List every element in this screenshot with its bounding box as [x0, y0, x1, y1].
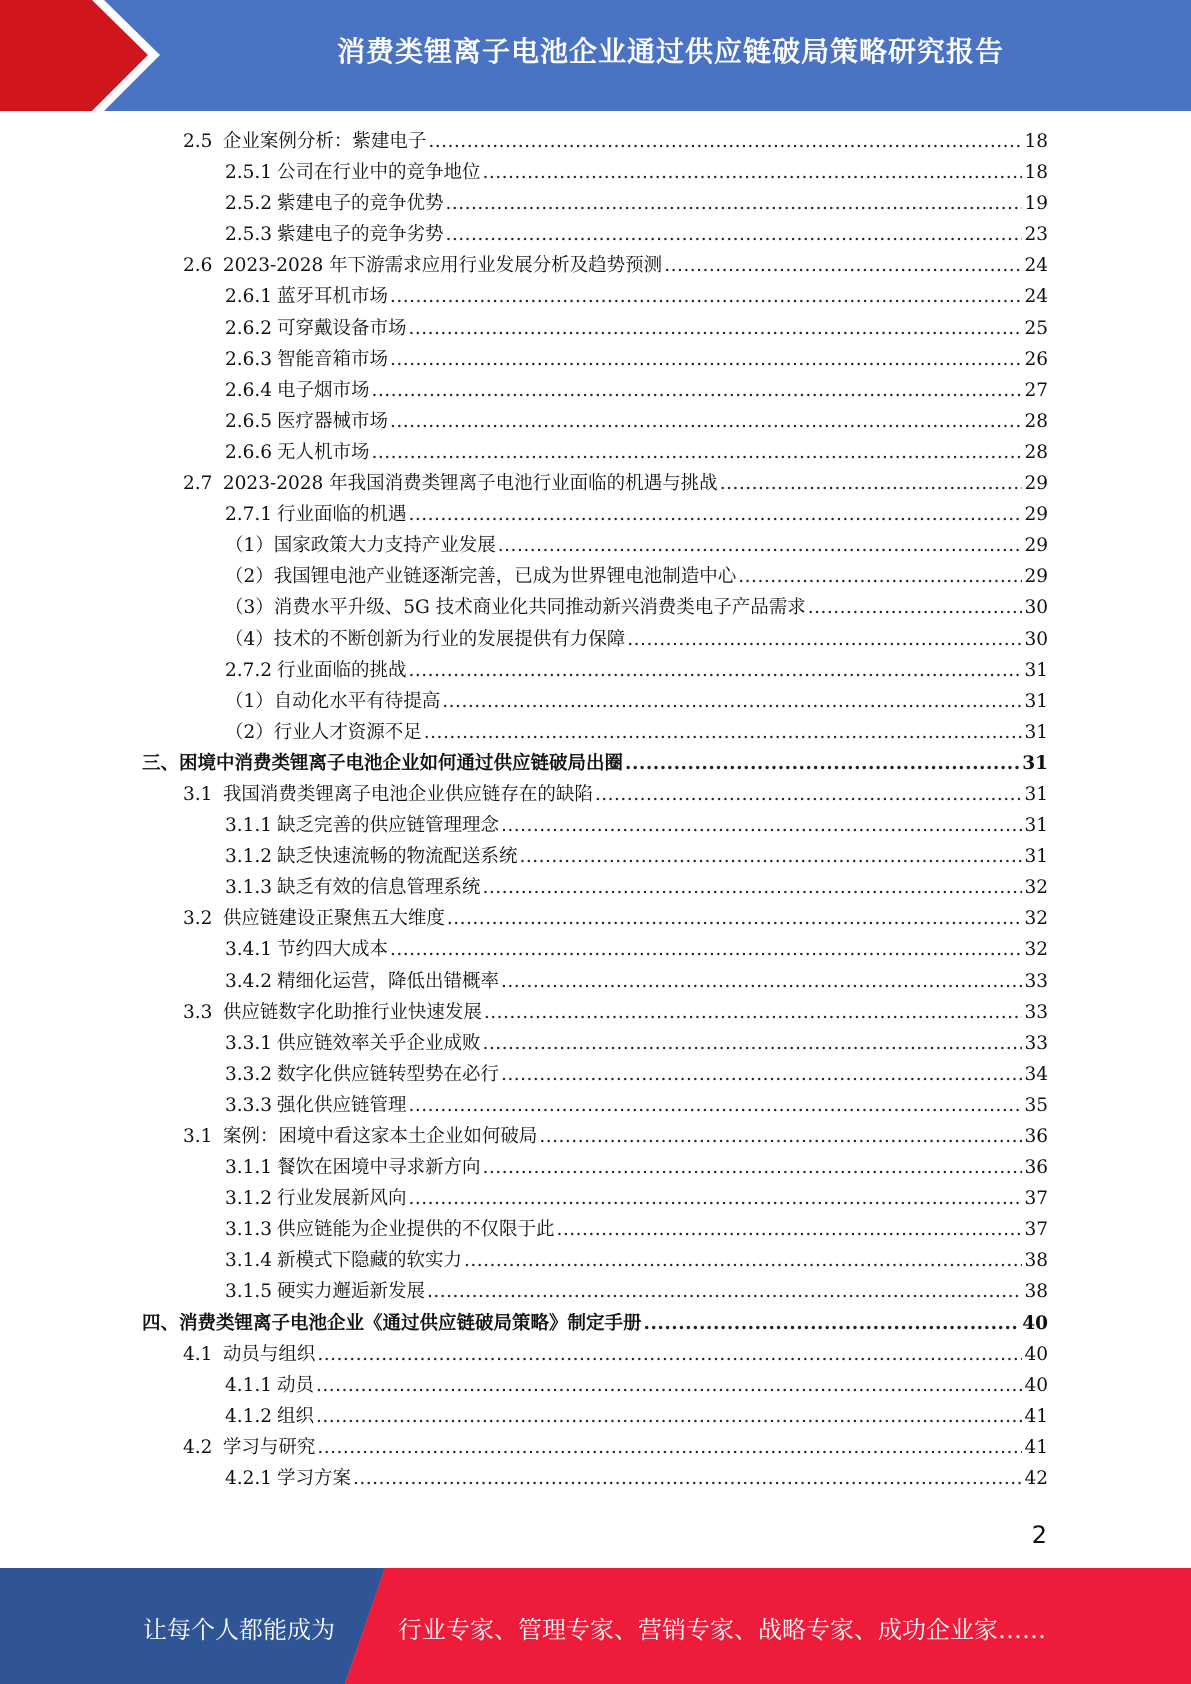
toc-entry-number: 2.5.3 — [225, 224, 273, 246]
toc-dot-leader — [409, 655, 1023, 686]
toc-dot-leader — [424, 717, 1023, 748]
toc-entry[interactable] — [225, 1245, 1048, 1276]
toc-dot-leader — [317, 1432, 1022, 1463]
toc-dot-leader — [498, 530, 1023, 561]
toc-entry[interactable] — [225, 841, 1048, 872]
toc-entry-title: 紫建电子的竞争劣势 — [277, 224, 444, 246]
toc-entry-page: 40 — [1022, 1312, 1048, 1334]
toc-entry-page: 41 — [1024, 1436, 1048, 1458]
toc-entry[interactable] — [225, 530, 1048, 561]
toc-entry-page: 41 — [1024, 1405, 1048, 1427]
toc-entry-page: 32 — [1024, 908, 1048, 930]
toc-entry-title: 学习方案 — [277, 1468, 352, 1490]
toc-entry-number: 3.1.4 — [225, 1250, 273, 1272]
toc-entry[interactable] — [183, 250, 1048, 281]
toc-entry-page: 29 — [1024, 535, 1048, 557]
toc-entry[interactable] — [225, 592, 1048, 623]
footer-banner — [0, 1568, 1191, 1684]
toc-dot-leader — [627, 624, 1022, 655]
toc-entry-page: 31 — [1024, 721, 1048, 743]
toc-entry-title: 供应链效率关乎企业成败 — [277, 1032, 481, 1054]
toc-entry[interactable] — [225, 810, 1048, 841]
toc-entry-number: 3.3.3 — [225, 1094, 273, 1116]
toc-dot-leader — [353, 1463, 1022, 1494]
table-of-contents — [0, 126, 1191, 1494]
toc-entry-title: 技术的不断创新为行业的发展提供有力保障 — [273, 628, 626, 650]
toc-entry-page: 40 — [1024, 1343, 1048, 1365]
toc-entry[interactable] — [183, 779, 1048, 810]
toc-dot-leader — [501, 966, 1022, 997]
toc-entry-number: 3.1.1 — [225, 1157, 273, 1179]
toc-entry-number: （4） — [225, 628, 274, 650]
toc-entry-page: 18 — [1024, 162, 1048, 184]
toc-entry-number: 4.1.2 — [225, 1405, 273, 1427]
toc-entry-title: 自动化水平有待提高 — [273, 690, 441, 712]
toc-entry-number: 3.1.2 — [225, 846, 273, 868]
toc-entry-number: 3.1.1 — [225, 815, 273, 837]
toc-entry-page: 26 — [1024, 348, 1048, 370]
toc-entry-number: 3.4.2 — [225, 970, 273, 992]
toc-entry-title: 组织 — [277, 1405, 315, 1427]
toc-dot-leader — [446, 188, 1023, 219]
toc-entry-page: 24 — [1024, 255, 1048, 277]
toc-entry[interactable] — [225, 1028, 1048, 1059]
toc-entry-title: 企业案例分析：紫建电子 — [222, 131, 427, 152]
toc-entry-page: 36 — [1024, 1126, 1048, 1147]
toc-entry[interactable] — [225, 717, 1048, 748]
toc-entry-page: 31 — [1022, 752, 1048, 774]
toc-entry-page: 28 — [1024, 410, 1048, 432]
toc-dot-leader — [390, 281, 1022, 312]
toc-dot-leader — [644, 1308, 1021, 1339]
chevron-red-shape — [0, 0, 148, 111]
toc-entry-number: 3.1.5 — [225, 1281, 273, 1303]
toc-entry[interactable] — [225, 966, 1048, 997]
toc-entry-title: 供应链数字化助推行业快速发展 — [222, 1001, 482, 1023]
toc-entry[interactable] — [183, 1339, 1048, 1370]
toc-entry-title: 数字化供应链转型势在必行 — [277, 1063, 500, 1085]
toc-entry-page: 30 — [1024, 597, 1048, 619]
toc-entry-page: 31 — [1024, 815, 1048, 837]
toc-entry-page: 35 — [1024, 1094, 1048, 1116]
toc-entry-number: 2.5.2 — [225, 193, 273, 215]
toc-entry-page: 32 — [1024, 939, 1048, 961]
toc-dot-leader — [483, 872, 1023, 903]
toc-entry-page: 31 — [1024, 690, 1048, 712]
toc-entry-page: 28 — [1024, 441, 1048, 463]
toc-entry-page: 29 — [1024, 473, 1048, 495]
toc-dot-leader — [427, 1276, 1022, 1307]
toc-entry[interactable] — [225, 686, 1048, 717]
toc-dot-leader — [409, 1090, 1023, 1121]
toc-entry[interactable] — [225, 1370, 1048, 1401]
toc-entry[interactable] — [225, 561, 1048, 592]
toc-entry-page: 30 — [1024, 628, 1048, 650]
toc-dot-leader — [442, 686, 1022, 717]
toc-entry-number: （1） — [225, 690, 274, 712]
toc-entry[interactable] — [142, 748, 1048, 779]
toc-dot-leader — [409, 1183, 1023, 1214]
toc-entry-page: 31 — [1024, 659, 1048, 681]
toc-entry-title: 我国锂电池产业链逐渐完善，已成为世界锂电池制造中心 — [273, 566, 737, 588]
toc-entry[interactable] — [225, 344, 1048, 375]
toc-entry[interactable] — [225, 375, 1048, 406]
toc-entry-page: 33 — [1024, 1001, 1048, 1023]
toc-entry[interactable] — [225, 499, 1048, 530]
toc-dot-leader — [428, 126, 1022, 157]
toc-entry-title: 供应链建设正聚焦五大维度 — [222, 908, 445, 930]
toc-entry-title: 2023-2028 年下游需求应用行业发展分析及趋势预测 — [222, 255, 663, 277]
toc-entry-title: 电子烟市场 — [277, 379, 370, 401]
toc-entry-title: 精细化运营，降低出错概率 — [277, 970, 500, 992]
toc-entry-page: 38 — [1024, 1281, 1048, 1303]
toc-entry-title: 行业面临的挑战 — [277, 659, 407, 681]
toc-entry-number: 2.6.2 — [225, 317, 273, 339]
header-chevron-graphic — [0, 0, 160, 111]
toc-entry-number: 2.6.4 — [225, 379, 273, 401]
toc-entry[interactable] — [183, 1432, 1048, 1463]
toc-entry-title: 缺乏完善的供应链管理理念 — [277, 815, 500, 837]
toc-entry-page: 31 — [1024, 846, 1048, 868]
toc-entry-page: 42 — [1024, 1468, 1048, 1490]
toc-entry[interactable] — [225, 1214, 1048, 1245]
toc-entry-page: 36 — [1024, 1157, 1048, 1179]
toc-entry-page: 25 — [1024, 317, 1048, 339]
toc-entry-title: 智能音箱市场 — [277, 348, 389, 370]
toc-entry-page: 23 — [1024, 224, 1048, 246]
toc-entry-title: 消费水平升级、5G 技术商业化共同推动新兴消费类电子产品需求 — [273, 597, 806, 619]
toc-dot-leader — [409, 499, 1023, 530]
toc-entry-page: 40 — [1024, 1374, 1048, 1396]
toc-dot-leader — [625, 748, 1020, 779]
toc-entry-title: 行业人才资源不足 — [273, 721, 422, 743]
toc-entry-page: 37 — [1024, 1188, 1048, 1210]
toc-entry-number: 3.3 — [183, 1001, 213, 1023]
toc-entry[interactable] — [183, 468, 1048, 499]
toc-entry-number: 2.7 — [183, 473, 213, 495]
toc-entry-title: 可穿戴设备市场 — [277, 317, 407, 339]
toc-entry-title: 行业面临的机遇 — [277, 504, 407, 526]
toc-dot-leader — [409, 313, 1023, 344]
toc-entry-title: 消费类锂离子电池企业《通过供应链破局策略》制定手册 — [179, 1312, 642, 1334]
footer-slogan-left: 让每个人都能成为 — [143, 1616, 335, 1644]
toc-entry-title: 案例：困境中看这家本土企业如何破局 — [222, 1126, 538, 1147]
toc-entry[interactable] — [183, 997, 1048, 1028]
toc-entry-page: 19 — [1024, 193, 1048, 215]
toc-entry-title: 紫建电子的竞争优势 — [277, 193, 444, 215]
toc-dot-leader — [501, 810, 1022, 841]
toc-entry-title: 缺乏有效的信息管理系统 — [277, 877, 481, 899]
toc-entry-title: 困境中消费类锂离子电池企业如何通过供应链破局出圈 — [179, 752, 624, 774]
toc-entry-number: 2.5.1 — [225, 162, 273, 184]
toc-entry-title: 行业发展新风向 — [277, 1188, 407, 1210]
toc-entry-number: 4.1 — [183, 1343, 213, 1365]
toc-entry-page: 32 — [1024, 877, 1048, 899]
toc-entry-number: 4.2 — [183, 1436, 213, 1458]
toc-entry-number: 3.1.3 — [225, 1219, 273, 1241]
toc-entry[interactable] — [225, 313, 1048, 344]
toc-entry[interactable] — [225, 624, 1048, 655]
toc-entry-number: 2.6.5 — [225, 410, 273, 432]
toc-dot-leader — [316, 1401, 1022, 1432]
toc-entry-page: 34 — [1024, 1063, 1048, 1085]
toc-entry-number: 3.3.2 — [225, 1063, 273, 1085]
toc-entry[interactable] — [225, 1059, 1048, 1090]
toc-entry-title: 蓝牙耳机市场 — [277, 286, 389, 308]
toc-entry[interactable] — [225, 188, 1048, 219]
toc-entry-page: 18 — [1024, 131, 1048, 152]
toc-entry[interactable] — [225, 1276, 1048, 1307]
toc-dot-leader — [520, 841, 1023, 872]
toc-dot-leader — [483, 1028, 1023, 1059]
toc-entry-title: 动员 — [277, 1374, 315, 1396]
toc-dot-leader — [539, 1121, 1022, 1152]
toc-dot-leader — [483, 157, 1023, 188]
toc-entry[interactable] — [225, 1183, 1048, 1214]
toc-entry-number: 2.7.1 — [225, 504, 273, 526]
toc-entry-number: 2.6.6 — [225, 441, 273, 463]
toc-entry-page: 24 — [1024, 286, 1048, 308]
toc-dot-leader — [390, 934, 1022, 965]
toc-dot-leader — [390, 406, 1022, 437]
toc-entry-title: 新模式下隐藏的软实力 — [277, 1250, 463, 1272]
toc-dot-leader — [484, 997, 1023, 1028]
toc-entry-title: 缺乏快速流畅的物流配送系统 — [277, 846, 518, 868]
toc-entry-number: 2.6 — [183, 255, 213, 277]
toc-entry[interactable] — [225, 934, 1048, 965]
toc-entry-page: 37 — [1024, 1219, 1048, 1241]
toc-entry-title: 医疗器械市场 — [277, 410, 389, 432]
toc-dot-leader — [372, 437, 1023, 468]
toc-entry[interactable] — [183, 1121, 1048, 1152]
toc-entry-page: 27 — [1024, 379, 1048, 401]
toc-entry-number: 3.4.1 — [225, 939, 273, 961]
page-number: 2 — [1031, 1521, 1047, 1549]
toc-entry[interactable] — [225, 406, 1048, 437]
toc-entry[interactable] — [183, 903, 1048, 934]
toc-entry[interactable] — [225, 1152, 1048, 1183]
toc-dot-leader — [501, 1059, 1022, 1090]
toc-entry-number: 3.1 — [183, 783, 213, 805]
toc-entry[interactable] — [225, 1090, 1048, 1121]
toc-entry-page: 33 — [1024, 970, 1048, 992]
toc-dot-leader — [316, 1370, 1022, 1401]
report-title: 消费类锂离子电池企业通过供应链破局策略研究报告 — [336, 35, 1004, 68]
toc-entry-page: 29 — [1024, 504, 1048, 526]
toc-entry-title: 强化供应链管理 — [277, 1094, 407, 1116]
toc-entry-number: 3.3.1 — [225, 1032, 273, 1054]
toc-entry-number: 3.1.2 — [225, 1188, 273, 1210]
toc-entry-number: 3.1 — [183, 1126, 213, 1147]
toc-entry-number: （2） — [225, 721, 274, 743]
toc-entry-title: 2023-2028 年我国消费类锂离子电池行业面临的机遇与挑战 — [222, 473, 718, 495]
toc-dot-leader — [557, 1214, 1023, 1245]
toc-entry[interactable] — [225, 1463, 1048, 1494]
toc-entry-title: 硬实力邂逅新发展 — [277, 1281, 426, 1303]
toc-entry-number: 4.1.1 — [225, 1374, 273, 1396]
toc-entry[interactable] — [225, 281, 1048, 312]
toc-entry-title: 餐饮在困境中寻求新方向 — [277, 1157, 481, 1179]
toc-entry-number: 三、 — [142, 752, 180, 774]
toc-dot-leader — [446, 219, 1023, 250]
toc-entry[interactable] — [225, 157, 1048, 188]
toc-dot-leader — [738, 561, 1022, 592]
toc-entry-page: 31 — [1024, 783, 1048, 805]
toc-entry[interactable] — [183, 126, 1048, 157]
toc-entry-number: 3.1.3 — [225, 877, 273, 899]
toc-entry-title: 供应链能为企业提供的不仅限于此 — [277, 1219, 555, 1241]
toc-entry-title: 我国消费类锂离子电池企业供应链存在的缺陷 — [222, 783, 593, 805]
toc-dot-leader — [664, 250, 1022, 281]
toc-entry-title: 无人机市场 — [277, 441, 370, 463]
toc-dot-leader — [372, 375, 1023, 406]
report-header — [0, 0, 1191, 111]
toc-entry[interactable] — [142, 1308, 1048, 1339]
toc-dot-leader — [447, 903, 1023, 934]
toc-dot-leader — [464, 1245, 1022, 1276]
toc-entry-number: （3） — [225, 597, 274, 619]
toc-entry-number: （1） — [225, 535, 274, 557]
toc-entry-page: 33 — [1024, 1032, 1048, 1054]
toc-entry-title: 学习与研究 — [222, 1436, 316, 1458]
toc-dot-leader — [483, 1152, 1023, 1183]
toc-entry-number: （2） — [225, 566, 274, 588]
toc-dot-leader — [720, 468, 1023, 499]
toc-entry-number: 3.2 — [183, 908, 213, 930]
toc-entry-page: 38 — [1024, 1250, 1048, 1272]
toc-entry-title: 国家政策大力支持产业发展 — [273, 535, 496, 557]
toc-entry-page: 29 — [1024, 566, 1048, 588]
toc-entry-title: 动员与组织 — [222, 1343, 316, 1365]
toc-entry-title: 公司在行业中的竞争地位 — [277, 162, 481, 184]
toc-entry[interactable] — [225, 655, 1048, 686]
toc-entry-title: 节约四大成本 — [277, 939, 389, 961]
toc-dot-leader — [390, 344, 1022, 375]
toc-entry[interactable] — [225, 437, 1048, 468]
toc-dot-leader — [595, 779, 1023, 810]
toc-entry-number: 4.2.1 — [225, 1468, 273, 1490]
toc-dot-leader — [808, 592, 1023, 623]
toc-entry-number: 2.7.2 — [225, 659, 273, 681]
toc-entry-number: 2.5 — [183, 131, 213, 152]
toc-entry[interactable] — [225, 1401, 1048, 1432]
footer-slogan-right: 行业专家、管理专家、营销专家、战略专家、成功企业家…… — [398, 1616, 1046, 1644]
toc-entry[interactable] — [225, 872, 1048, 903]
toc-entry[interactable] — [225, 219, 1048, 250]
toc-entry-number: 2.6.3 — [225, 348, 273, 370]
toc-entry-number: 2.6.1 — [225, 286, 273, 308]
toc-dot-leader — [317, 1339, 1022, 1370]
toc-entry-number: 四、 — [142, 1312, 180, 1334]
